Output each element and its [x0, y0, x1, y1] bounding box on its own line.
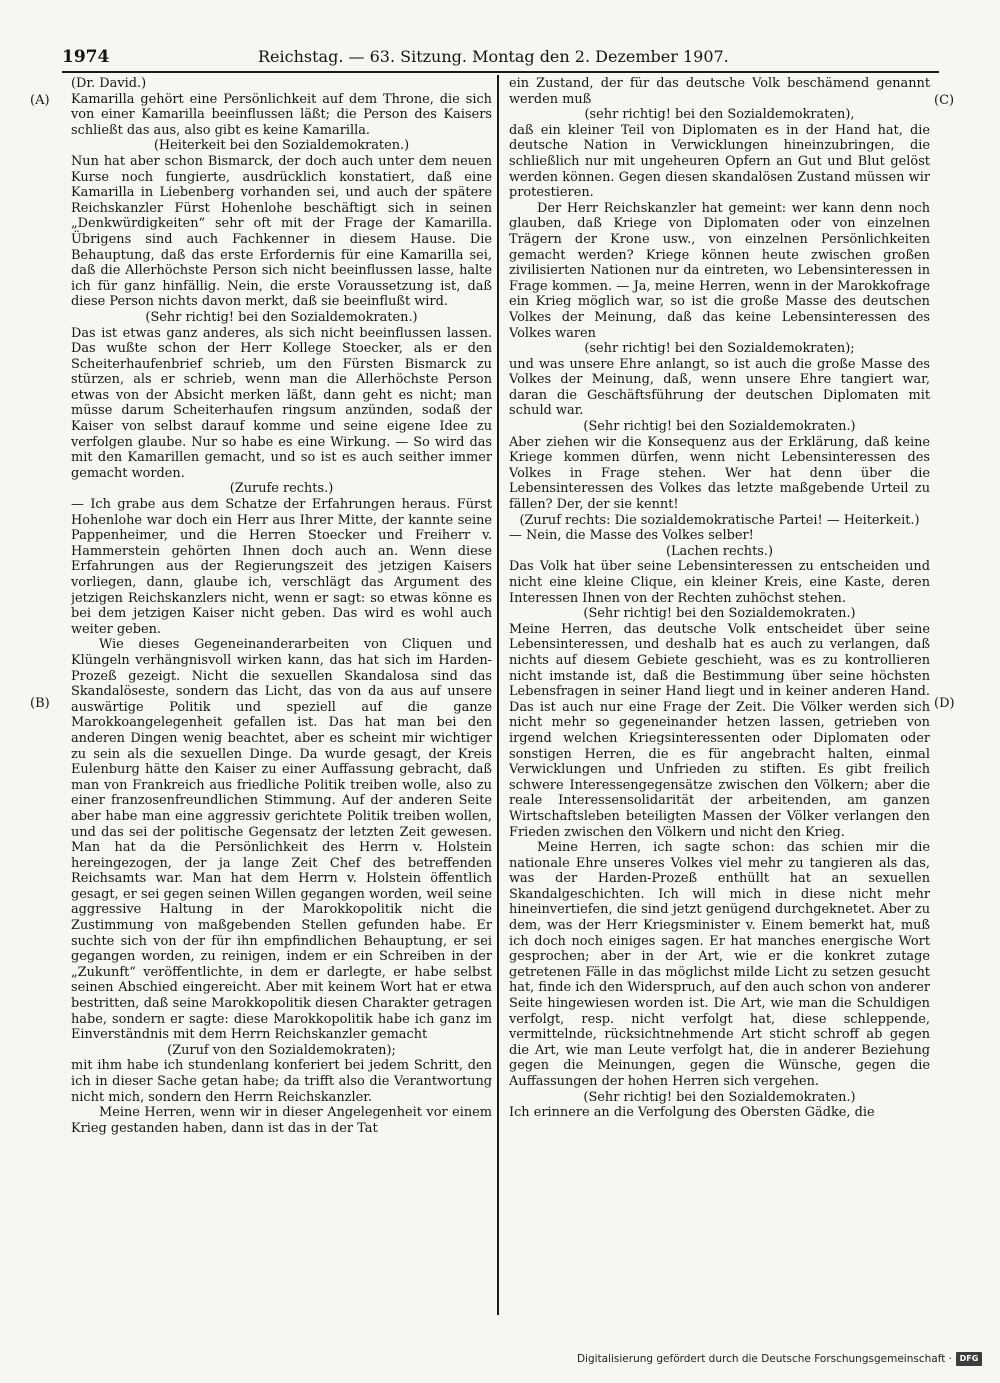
interjection: (sehr richtig! bei den Sozialdemokraten); [584, 341, 855, 357]
interjection: (Sehr richtig! bei den Sozialdemokraten.) [145, 309, 418, 325]
paragraph: Ich erinnere an die Verfolgung des Obersten Gädke, die [509, 1105, 875, 1121]
paragraph: Wie dieses Gegeneinanderarbeiten von Cliquen und Klüngeln verhängnisvoll wirken kann, das hat sich im Harden-Prozeß gezeigt. Nicht die sexuellen Skandalosa sind das Skandalöseste, sondern das Licht, das von da aus auf unsere auswärtige Politik und speziell auf die ganze Marokkoangelegenheit gefallen ist. Das hat man bei den anderen Dingen wenig beachtet, aber es scheint mir wichtiger zu sein als die sexuellen Dinge. Da wurde gesagt, der Kreis Eulenburg hätte den Kaiser zu einer Auffassung gebracht, daß man von Frankreich aus friedliche Politik treiben wolle, also zu einer franzosenfreundlichen Stimmung. Auf der anderen Seite aber habe man eine aggressiv gerichtete Politik treiben wollen, und das sei der politische Gegensatz der letzten Zeit gewesen. Man hat da die Persönlichkeit des Herrn v. Holstein hereingezogen, der ja lange Zeit Chef des betreffenden Reichsamts war. Man hat dem Herrn v. Holstein öffentlich gesagt, er sei gegen seinen Willen gegangen worden, weil seine aggressive Haltung in der Marokkopolitik nicht die Zustimmung von maßgebenden Stellen gefunden habe. Er suchte sich von der für ihn empfindlichen Behauptung, er sei gegangen worden, zu reinigen, indem er ein Schreiben in der „Zukunft“ veröffentlichte, in dem er darlegte, er habe selbst seinen Abschied eingereicht. Aber mit keinem Wort hat er etwa bestritten, daß seine Marokkopolitik diesen Charakter getragen habe, sondern er sagte: diese Marokkopolitik habe ich ganz im Einverständnis mit dem Herrn Reichskanzler gemacht [71, 637, 492, 1043]
paragraph: mit ihm habe ich stundenlang konferiert bei jedem Schritt, den ich in dieser Sache getan habe; da trifft also die Verantwortung nicht mich, sondern den Herrn Reichskanzler. [71, 1058, 492, 1105]
header-rule [62, 71, 939, 73]
interjection: (Zuruf von den Sozialdemokraten); [167, 1042, 396, 1058]
running-title: Reichstag. — 63. Sitzung. Montag den 2. Dezember 1907. [258, 47, 729, 66]
margin-mark-c: (C) [934, 93, 955, 108]
paragraph: Aber ziehen wir die Konsequenz aus der Erklärung, daß keine Kriege kommen dürfen, wenn nicht Lebensinteressen des Volkes in Frage stehen. Wer hat denn über die Lebensinteressen des Volkes das letzte maßgebende Urteil zu fällen? Der, der sie kennt! [509, 434, 930, 513]
interjection: (Heiterkeit bei den Sozialdemokraten.) [153, 138, 410, 154]
interjection: (Zurufe rechts.) [229, 481, 334, 497]
right-column [509, 76, 930, 1316]
paragraph: — Ich grabe aus dem Schatze der Erfahrungen heraus. Fürst Hohenlohe war doch ein Herr aus Ihrer Mitte, der kannte seine Pappenheimer, und die Herren Stoecker und Freiherr v. Hammerstein gehörten Ihnen doch auch an. Wenn diese Erfahrungen aus der Regierungszeit des jetzigen Kaisers vorliegen, dann, glaube ich, verschlägt das Argument des jetzigen Reichskanzlers nicht, wenn er sagt: so etwas könne es bei dem jetzigen Kaiser nicht geben. Das wird es wohl auch weiter geben. [71, 497, 492, 637]
interjection: (Sehr richtig! bei den Sozialdemokraten.) [583, 419, 856, 435]
speaker-name: (Dr. David.) [71, 76, 147, 91]
paragraph: Der Herr Reichskanzler hat gemeint: wer kann denn noch glauben, daß Kriege von Diplomaten oder von einzelnen Trägern der Krone usw., von einzelnen Persönlichkeiten gemacht werden? Kriege können heute zwischen großen zivilisierten Nationen nur da eintreten, wo Lebensinteressen in Frage kommen. — Ja, meine Herren, wenn in der Marokkofrage ein Krieg möglich war, so ist die große Masse des deutschen Volkes der Meinung, daß das keine Lebensinteressen des Volkes waren [509, 200, 930, 341]
dfg-logo-icon: DFG [956, 1352, 982, 1366]
margin-mark-a: (A) [30, 93, 50, 108]
footer-text: Digitalisierung gefördert durch die Deutsche Forschungsgemeinschaft · [576, 1353, 952, 1365]
paragraph: Meine Herren, das deutsche Volk entscheidet über seine Lebensinteressen, und deshalb hat es auch zu verlangen, daß nichts auf diesem Gebiete geschieht, was es zu kontrollieren nicht imstande ist, daß die Bestimmung über seine höchsten Lebensfragen in seiner Hand liegt und in keiner anderen Hand. Das ist auch nur eine Frage der Zeit. Die Völker werden sich nicht mehr so gegeneinander hetzen lassen, getrieben von irgend welchen Kriegsinteressenten oder Diplomaten oder sonstigen Herren, die es für angebracht halten, einmal Verwicklungen und Unfrieden zu stiften. Es gibt freilich schwere Interessengegensätze zwischen den Völkern; aber die reale Interessensolidarität der arbeitenden, am ganzen Wirtschaftsleben beteiligten Massen der Völker verlangen den Frieden zwischen den Völkern und nicht den Krieg. [509, 621, 930, 840]
interjection: (sehr richtig! bei den Sozialdemokraten), [584, 107, 855, 123]
paragraph: Meine Herren, wenn wir in dieser Angelegenheit vor einem Krieg gestanden haben, dann ist das in der Tat [71, 1105, 492, 1136]
margin-mark-d: (D) [934, 696, 955, 711]
column-divider [497, 75, 499, 1315]
paragraph: — Nein, die Masse des Volkes selber! [509, 528, 754, 544]
paragraph: Nun hat aber schon Bismarck, der doch auch unter dem neuen Kurse noch fungierte, ausdrücklich konstatiert, daß eine Kamarilla in Liebenberg vorhanden sei, und auch der spätere Reichskanzler Fürst Hohenlohe beschäftigt sich in seinen „Denkwürdigkeiten“ sehr oft mit der Frage der Kamarilla. Übrigens sind auch Fachkenner in diesem Hause. Die Behauptung, daß das erste Erfordernis für eine Kamarilla sei, daß die Allerhöchste Person sich nicht beeinflussen lasse, halte ich für ganz hinfällig. Nein, die erste Voraussetzung ist, daß diese Person nichts davon merkt, daß sie beeinflußt wird. [71, 153, 492, 310]
paragraph: und was unsere Ehre anlangt, so ist auch die große Masse des Volkes der Meinung, daß, wenn unsere Ehre tangiert war, daran die Geschäftsführung der deutschen Diplomaten mit schuld war. [509, 356, 930, 419]
left-column [71, 76, 492, 1316]
margin-mark-b: (B) [30, 696, 50, 711]
paragraph: Das Volk hat über seine Lebensinteressen zu entscheiden und nicht eine kleine Clique, ein kleiner Kreis, eine Kaste, deren Interessen Ihnen von der Rechten zuhöchst stehen. [509, 559, 930, 606]
footer-credit [577, 1351, 982, 1367]
paragraph: Meine Herren, ich sagte schon: das schien mir die nationale Ehre unseres Volkes viel mehr zu tangieren als das, was der Harden-Prozeß enthüllt hat an sexuellen Skandalgeschichten. Ich will mich in diese nicht mehr hineinvertiefen, die sind jetzt genügend durchgeknetet. Aber zu dem, was der Herr Kriegsminister v. Einem bemerkt hat, muß ich doch noch einiges sagen. Er hat manches energische Wort gesprochen; aber in der Art, wie er die konkret zutage getretenen Fälle in das möglichst milde Licht zu setzen gesucht hat, finde ich den Widerspruch, auf den auch schon von anderer Seite hingewiesen worden ist. Die Art, wie man die Schuldigen verfolgt, resp. nicht verfolgt hat, diese schleppende, vermittelnde, rücksichtnehmende Art sticht schroff ab gegen die Art, wie man Leute verfolgt hat, die in anderer Beziehung gegen die Meinungen, gegen die Wünsche, gegen die Auffassungen der hohen Herren sich vergehen. [509, 840, 930, 1089]
paragraph: Das ist etwas ganz anderes, als sich nicht beeinflussen lassen. Das wußte schon der Herr Kollege Stoecker, als er den Scheiterhaufenbrief schrieb, um den Fürsten Bismarck zu stürzen, als er schrieb, wenn man die Allerhöchste Person etwas von der Absicht merken läßt, dann geht es nicht; man müsse darum Scheiterhaufen ringsum anzünden, sodaß der Kaiser von selbst darauf komme und seine eigene Idee zu verfolgen glaube. Nur so habe es eine Wirkung. — So wird das mit den Kamarillen gemacht, und so ist es auch seither immer gemacht worden. [71, 325, 492, 481]
page-number: 1974 [62, 47, 110, 67]
paragraph: Kamarilla gehört eine Persönlichkeit auf dem Throne, die sich von einer Kamarilla beeinflussen läßt; die Person des Kaisers schließt das aus, also gibt es keine Kamarilla. [71, 91, 492, 138]
paragraph: daß ein kleiner Teil von Diplomaten es in der Hand hat, die deutsche Nation in Verwicklungen hineinzubringen, die schließlich nur mit ungeheuren Opfern an Gut und Blut gelöst werden können. Gegen diesen skandalösen Zustand müssen wir protestieren. [509, 122, 930, 201]
interjection: (Sehr richtig! bei den Sozialdemokraten.) [583, 606, 856, 622]
paragraph: ein Zustand, der für das deutsche Volk beschämend genannt werden muß [509, 76, 930, 107]
interjection: (Lachen rechts.) [665, 543, 774, 559]
interjection: (Sehr richtig! bei den Sozialdemokraten.) [583, 1089, 856, 1105]
interjection: (Zuruf rechts: Die sozialdemokratische Partei! — Heiterkeit.) [519, 512, 920, 528]
page-header [62, 44, 729, 70]
